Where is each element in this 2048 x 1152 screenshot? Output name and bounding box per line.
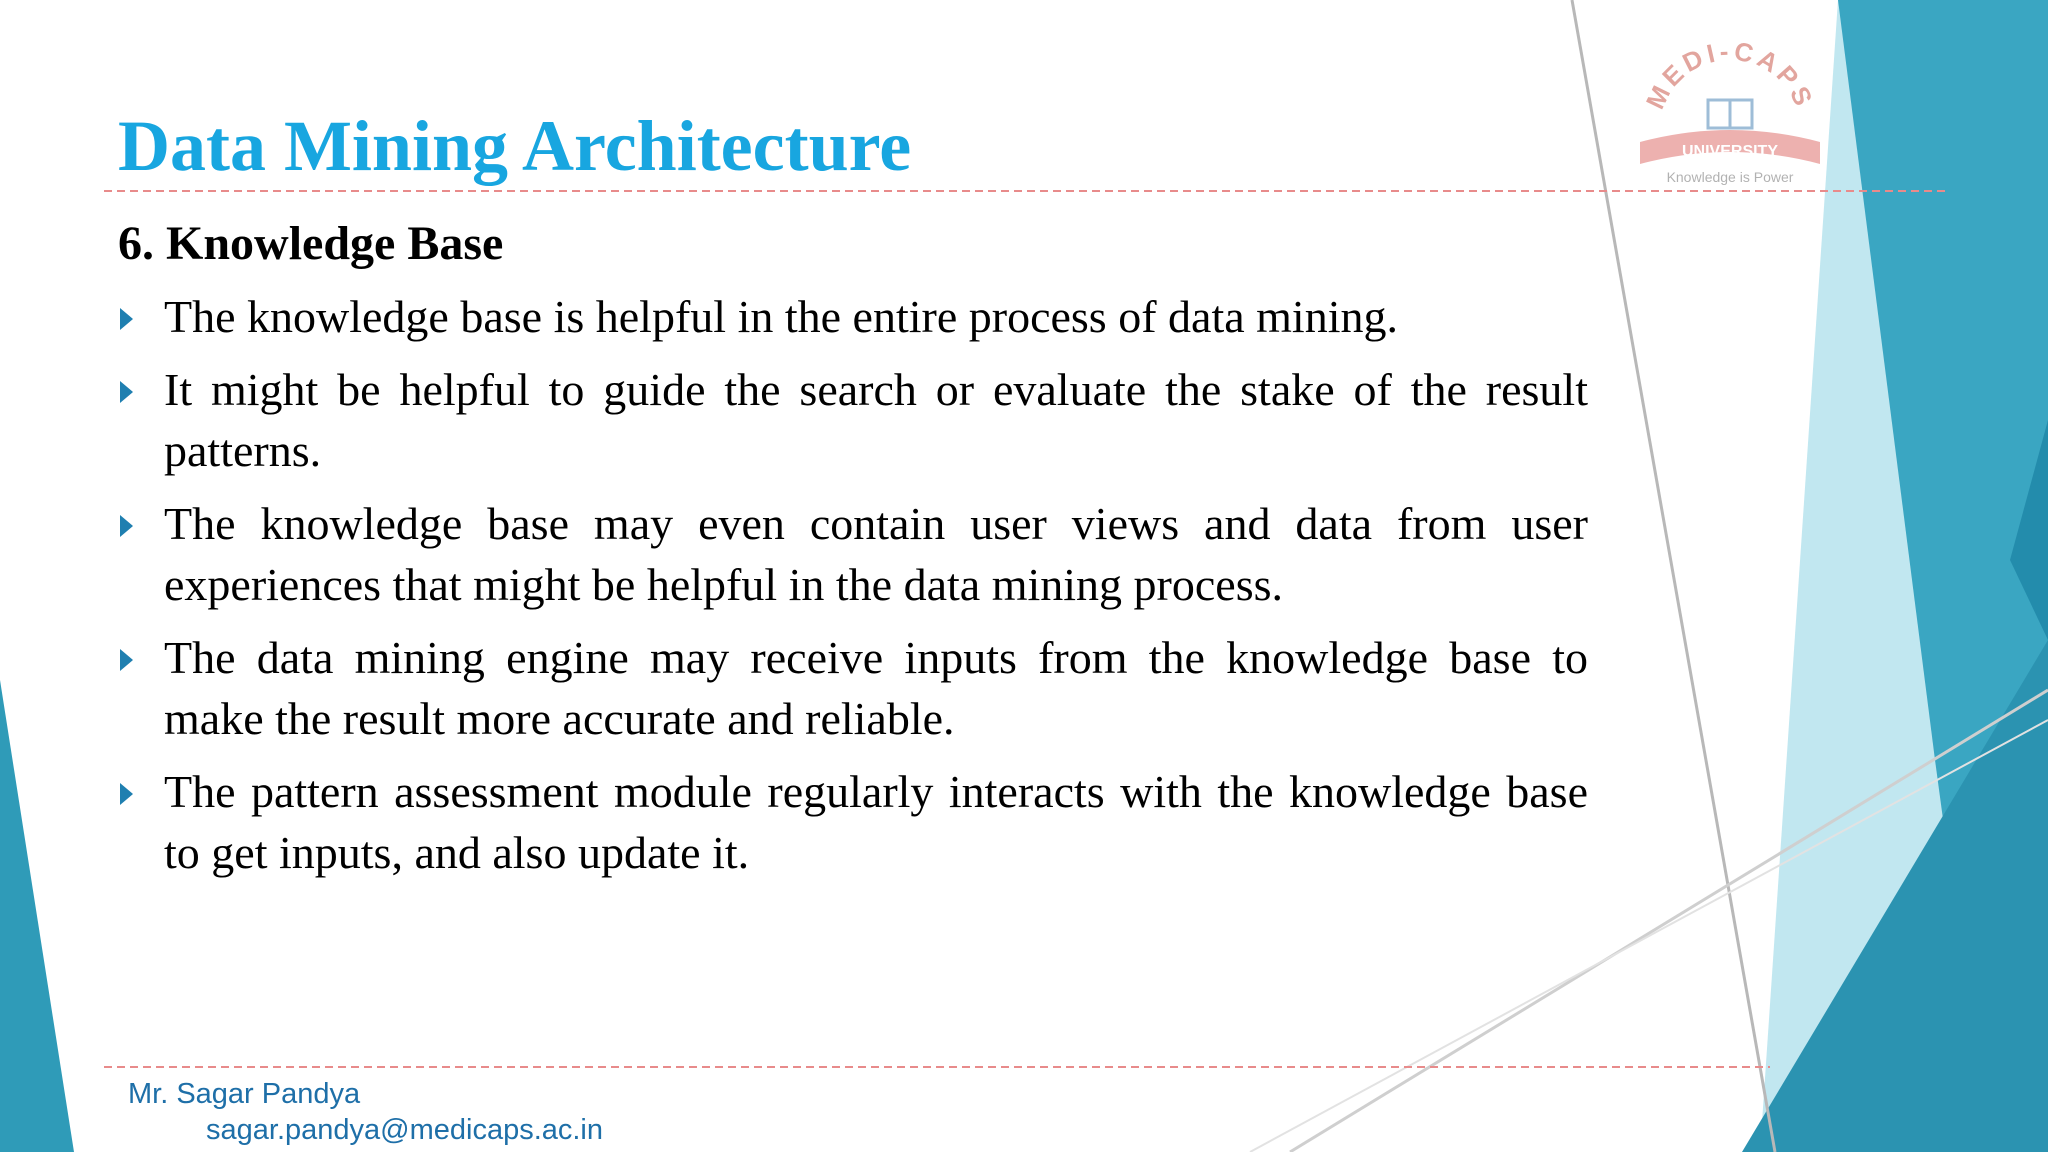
bullet-arrow-icon [120, 308, 133, 330]
bullet-text: The knowledge base may even contain user views and data from user experiences that might be helpful in the data mining process. [164, 498, 1588, 610]
logo-ribbon-text: UNIVERSITY [1681, 143, 1779, 160]
footer-author: Mr. Sagar Pandya [128, 1078, 361, 1110]
footer-email: sagar.pandya@medicaps.ac.in [206, 1114, 604, 1146]
bullet-arrow-icon [120, 381, 133, 403]
slide-title: Data Mining Architecture [118, 106, 912, 186]
logo-arc-text: MEDI-CAPS [1639, 35, 1821, 114]
bullet-text: The knowledge base is helpful in the entire process of data mining. [164, 291, 1398, 342]
left-panel-sliver [0, 680, 74, 1152]
bullet-text: It might be helpful to guide the search or evaluate the stake of the result patterns. [164, 364, 1588, 476]
bullet-text: The pattern assessment module regularly interacts with the knowledge base to get inputs, and also update it. [164, 766, 1588, 878]
bullet-arrow-icon [120, 649, 133, 671]
logo-tagline: Knowledge is Power [1666, 169, 1794, 185]
bullet-text: The data mining engine may receive inputs from the knowledge base to make the result more accurate and reliable. [164, 632, 1588, 744]
bullet-item [118, 493, 1588, 615]
bullet-item [118, 286, 1588, 347]
bullet-arrow-icon [120, 515, 133, 537]
bullet-item [118, 627, 1588, 749]
bullet-list [118, 286, 1588, 895]
bullet-arrow-icon [120, 783, 133, 805]
bullet-item [118, 761, 1588, 883]
university-logo [1620, 30, 1840, 200]
bullet-item [118, 359, 1588, 481]
section-heading: 6. Knowledge Base [118, 217, 504, 270]
